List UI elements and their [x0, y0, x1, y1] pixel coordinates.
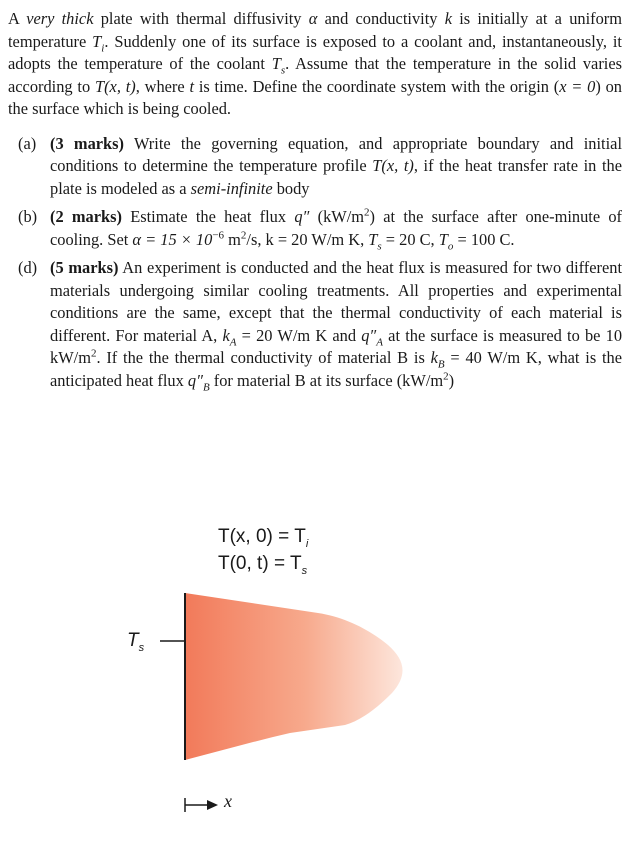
question-text: = 100 C.	[453, 229, 515, 249]
intro-text: , where	[135, 76, 190, 96]
intro-text: ) on the surface which is being cooled.	[8, 76, 623, 118]
question-text: )	[448, 370, 455, 390]
temperature-function: T(x, t)	[94, 76, 136, 96]
question-text: ) at the surface after one-minute of cooling. Set	[50, 207, 622, 249]
qa-symbol: q″	[361, 325, 377, 345]
question-d	[8, 257, 622, 392]
question-text: body	[272, 178, 310, 198]
exponent: 2	[443, 370, 449, 383]
question-text: Write the governing equation, and appropriate boundary and initial conditions to determine the temperature profile	[50, 133, 622, 175]
question-text: Estimate the heat flux	[121, 207, 295, 226]
question-b	[8, 206, 622, 251]
semi-infinite-emphasis: semi-infinite	[190, 178, 273, 198]
problem-statement	[8, 8, 622, 121]
question-text: /s,	[246, 229, 266, 249]
initial-condition-text: T(x, 0) = T	[218, 526, 306, 547]
intro-text: and conductivity	[317, 9, 445, 28]
question-label: (d)	[18, 258, 38, 277]
question-text: , if the heat transfer rate in the plate is modeled as a	[50, 156, 622, 198]
plate-diagram	[0, 515, 634, 835]
ts-symbol: T	[127, 630, 139, 651]
question-label: (a)	[18, 133, 37, 153]
initial-condition-subscript: i	[305, 537, 309, 550]
ts-subscript: s	[138, 641, 145, 654]
exponent: 2	[240, 229, 247, 242]
ts-symbol: T	[271, 54, 281, 73]
question-text: m	[224, 229, 241, 249]
question-a	[8, 133, 622, 201]
exponent: 2	[364, 206, 370, 219]
marks-badge: (3 marks)	[50, 133, 125, 153]
intro-text: A	[8, 9, 27, 28]
qb-subscript: B	[202, 380, 210, 393]
ti-subscript: i	[101, 41, 105, 54]
question-text: at the surface is measured to be 10 kW/m	[50, 325, 623, 367]
exponent: −6	[212, 229, 225, 242]
question-label: (b)	[18, 207, 38, 226]
heat-flux-symbol: q″	[294, 207, 310, 226]
intro-text: is time. Define the coordinate system with the origin (	[194, 76, 560, 96]
qa-subscript: A	[376, 335, 383, 348]
temperature-function: T(x, t)	[372, 156, 414, 175]
question-text: for material B at its surface (kW/m	[209, 370, 444, 390]
qb-symbol: q″	[187, 370, 203, 390]
question-text: = 40 W/m K, what is the anticipated heat flux	[50, 348, 623, 390]
plate-svg	[0, 515, 634, 835]
ts-subscript: s	[280, 64, 286, 77]
marks-badge: (5 marks)	[50, 258, 119, 277]
question-text: = 20 W/m K and	[236, 325, 362, 345]
intro-text: plate with thermal diffusivity	[93, 9, 309, 28]
to-subscript: o	[447, 239, 454, 252]
ts-subscript: s	[377, 239, 382, 252]
surface-temperature-label	[127, 630, 144, 652]
alpha-value: α = 15 × 10	[132, 229, 213, 249]
intro-text: is initially at a uniform temperature	[8, 9, 623, 51]
boundary-condition-subscript: s	[301, 564, 308, 577]
intro-text: . Assume that the temperature in the solid varies according to	[8, 54, 622, 96]
question-text: (kW/m	[309, 207, 365, 226]
question-text: An experiment is conducted and the heat flux is measured for two different materials undergoing similar cooling treatments. All properties and experimental conditions are the same, except that the thermal conductivity of each material is different. For material A,	[50, 258, 622, 345]
alpha-symbol: α	[308, 9, 318, 28]
ka-symbol: k	[222, 325, 230, 345]
ts-symbol: T	[368, 229, 378, 249]
semi-infinite-plate	[185, 593, 403, 760]
x-axis-label: x	[224, 791, 232, 811]
question-text: . If the the thermal conductivity of material B is	[96, 348, 431, 367]
ti-symbol: T	[92, 31, 102, 51]
t-symbol: t	[189, 76, 195, 96]
kb-subscript: B	[437, 358, 445, 371]
k-symbol: k	[444, 9, 452, 28]
ka-subscript: A	[229, 335, 237, 348]
to-symbol: T	[438, 229, 448, 249]
problem-page	[8, 8, 622, 398]
question-text: = 20 C,	[381, 229, 439, 249]
k-value: k = 20 W/m K,	[265, 229, 365, 249]
question-list	[8, 133, 622, 393]
kb-symbol: k	[430, 348, 438, 367]
boundary-condition-text: T(0, t) = T	[218, 553, 302, 574]
x-axis-arrowhead	[207, 800, 218, 810]
intro-text: . Suddenly one of its surface is exposed to a coolant and, instantaneously, it adopts the temperature of the coolant	[8, 31, 622, 73]
very-thick-emphasis: very thick	[26, 9, 94, 28]
exponent: 2	[90, 347, 97, 360]
marks-badge: (2 marks)	[50, 207, 122, 226]
origin-condition: x = 0	[559, 76, 596, 96]
